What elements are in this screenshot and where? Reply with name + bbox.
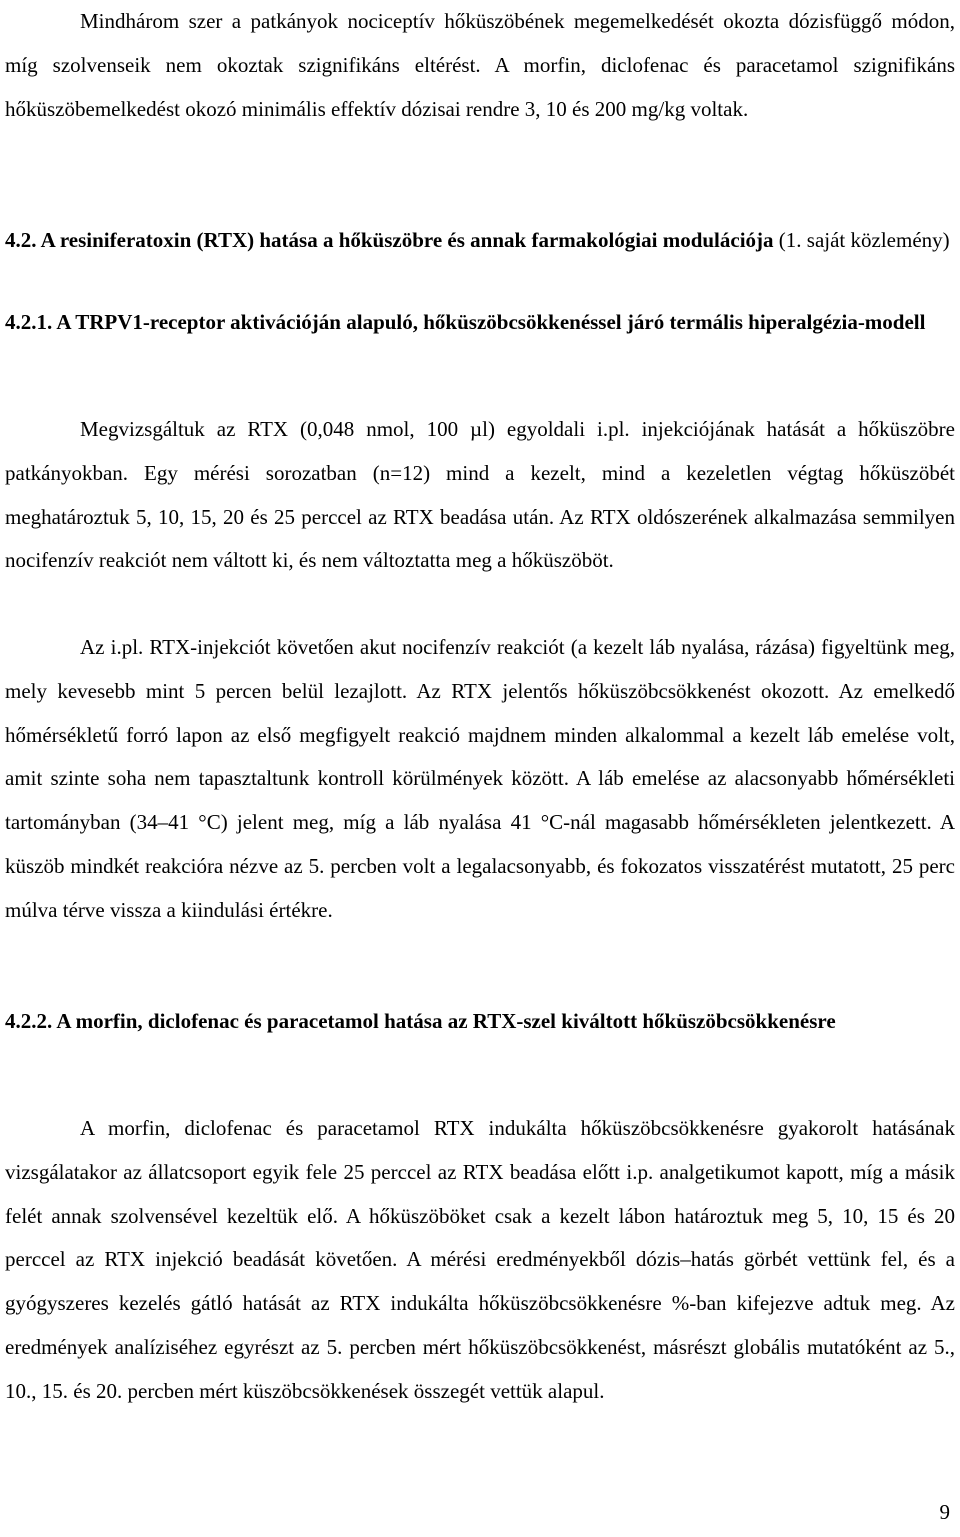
section-4-2-title: 4.2. A resiniferatoxin (RTX) hatása a hőküszöbre és annak farmakológiai modulációja — [5, 228, 774, 252]
section-4-2-2-paragraph-1 — [5, 1107, 955, 1414]
document-page — [5, 0, 955, 1537]
intro-paragraph-text: Mindhárom szer a patkányok nociceptív hőküszöbének megemelkedését okozta dózisfüggő módon, míg szolvenseik nem okoztak szignifikáns eltérést. A morfin, diclofenac és paracetamol szignifikáns hőküszöbemelkedést okozó minimális effektív dózisai rendre 3, 10 és 200 mg/kg voltak. — [5, 9, 955, 121]
section-4-2-1-paragraph-1-text: Megvizsgáltuk az RTX (0,048 nmol, 100 µl) egyoldali i.pl. injekciójának hatását a hőküszöbre patkányokban. Egy mérési sorozatban (n=12) mind a kezelt, mind a kezeletlen végtag hőküszöbét meghatároztuk 5, 10, 15, 20 és 25 perccel az RTX beadása után. Az RTX oldószerének alkalmazása semmilyen nocifenzív reakciót nem váltott ki, és nem változtatta meg a hőküszöböt. — [5, 417, 955, 573]
section-4-2-note: (1. saját közlemény) — [778, 228, 950, 252]
page-number: 9 — [939, 1500, 950, 1524]
intro-paragraph — [5, 0, 955, 131]
section-4-2-1-paragraph-2 — [5, 626, 955, 933]
section-4-2-2-heading — [5, 1006, 955, 1036]
section-4-2-1-heading — [5, 307, 955, 337]
section-4-2-2-title: 4.2.2. A morfin, diclofenac és paracetamol hatása az RTX-szel kiváltott hőküszöbcsökkenésre — [5, 1009, 836, 1033]
section-4-2-2-paragraph-1-text: A morfin, diclofenac és paracetamol RTX indukálta hőküszöbcsökkenésre gyakorolt hatásának vizsgálatakor az állatcsoport egyik fele 25 perccel az RTX beadása előtt i.p. analgetikumot kapott, míg a másik felét annak szolvensével kezeltük elő. A hőküszöböket csak a kezelt lábon határoztuk meg 5, 10, 15 és 20 perccel az RTX injekció beadását követően. A mérési eredményekből dózis–hatás görbét vettünk fel, és a gyógyszeres kezelés gátló hatását az RTX indukálta hőküszöbcsökkenésre %-ban kifejezve adtuk meg. Az eredmények analíziséhez egyrészt az 5. percben mért hőküszöbcsökkenést, másrészt globális mutatóként az 5., 10., 15. és 20. percben mért küszöbcsökkenések összegét vettük alapul. — [5, 1116, 955, 1403]
section-4-2-heading — [5, 225, 955, 255]
section-4-2-1-paragraph-1 — [5, 408, 955, 583]
section-4-2-1-title: 4.2.1. A TRPV1-receptor aktivációján alapuló, hőküszöbcsökkenéssel járó termális hiperalgézia-modell — [5, 310, 926, 334]
section-4-2-1-paragraph-2-text: Az i.pl. RTX-injekciót követően akut nocifenzív reakciót (a kezelt láb nyalása, rázása) figyeltünk meg, mely kevesebb mint 5 percen belül lezajlott. Az RTX jelentős hőküszöbcsökkenést okozott. Az emelkedő hőmérsékletű forró lapon az első megfigyelt reakció majdnem minden alkalommal a kezelt láb emelése volt, amit szinte soha nem tapasztaltunk kontroll körülmények között. A láb emelése az alacsonyabb hőmérsékleti tartományban (34–41 °C) jelent meg, míg a láb nyalása 41 °C-nál magasabb hőmérsékleten jelentkezett. A küszöb mindkét reakcióra nézve az 5. percben volt a legalacsonyabb, és fokozatos visszatérést mutatott, 25 perc múlva térve vissza a kiindulási értékre. — [5, 635, 955, 922]
